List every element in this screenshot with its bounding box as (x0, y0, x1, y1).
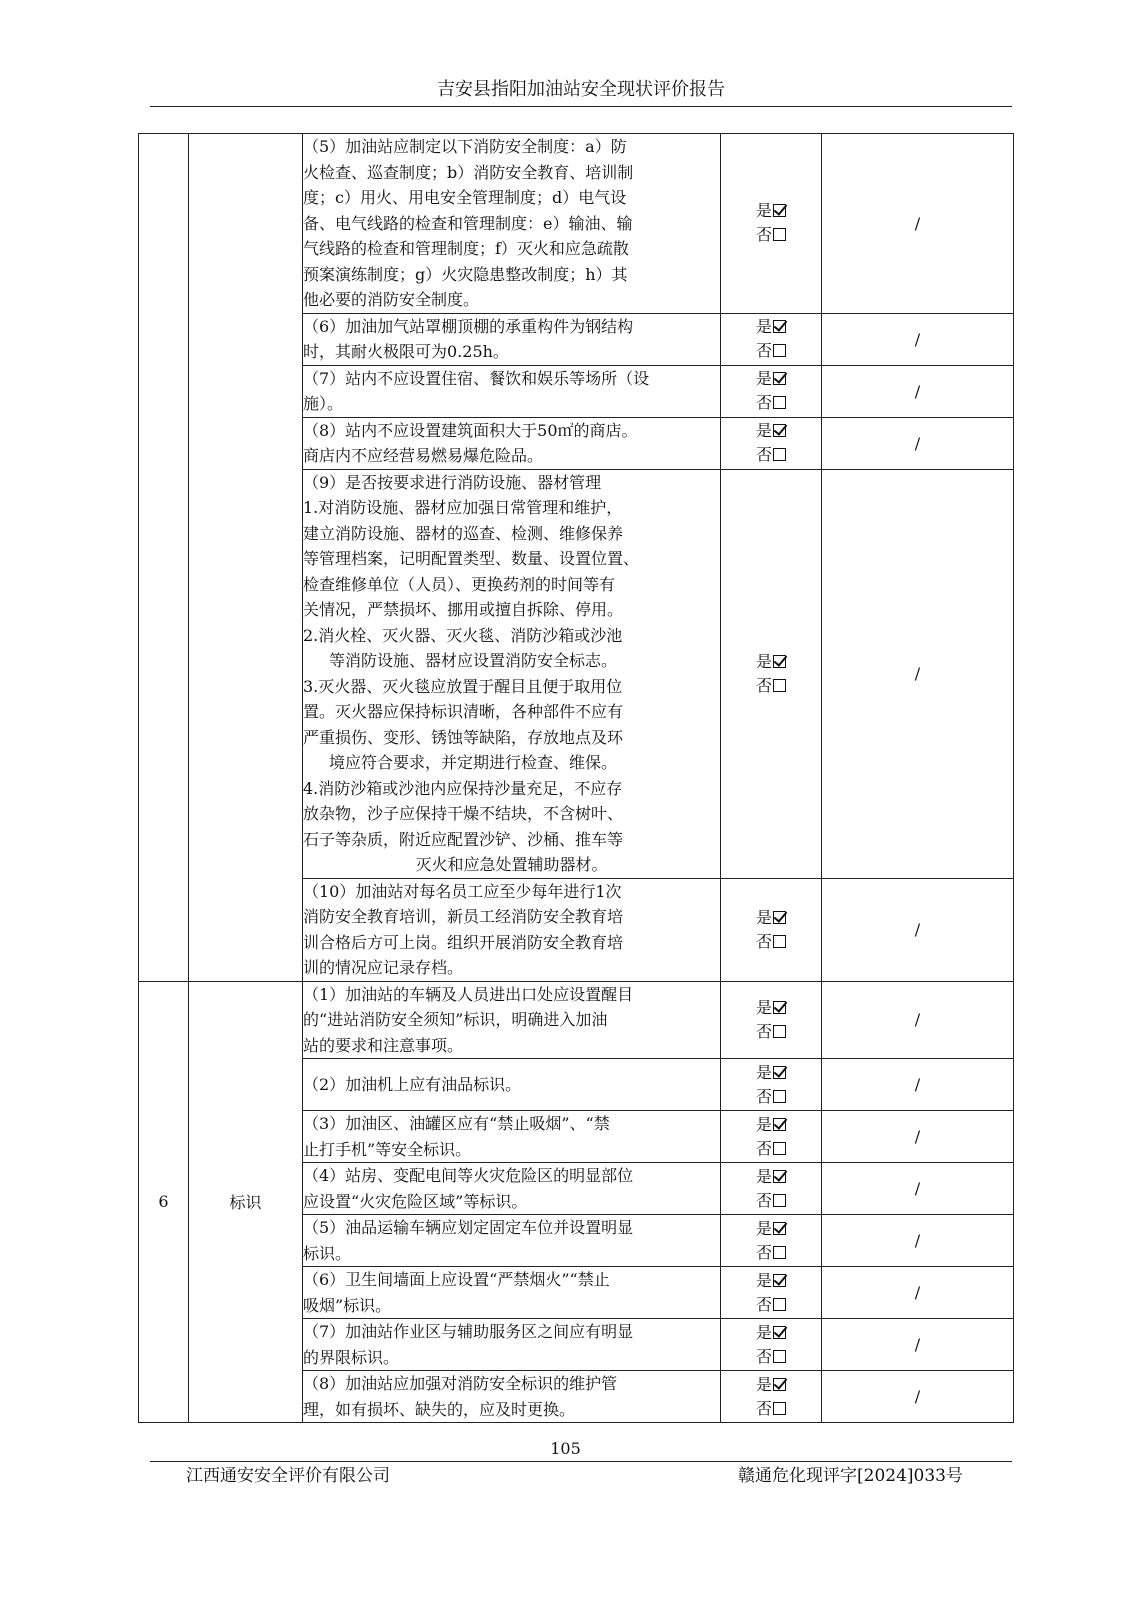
criterion-cell (303, 313, 721, 365)
empty-box-icon (773, 1142, 786, 1155)
criterion-line: （4）站房、变配电间等火灾危险区的明显部位 (303, 1166, 634, 1185)
criterion-line: （9）是否按要求进行消防设施、器材管理 (303, 472, 602, 492)
checked-box-icon (773, 1001, 786, 1014)
check-yes-label: 是 (755, 907, 772, 927)
criterion-line: 灭火和应急处置辅助器材。 (415, 855, 608, 874)
evaluation-table (138, 133, 1014, 1423)
check-yes (721, 1165, 821, 1189)
criterion-line: （10）加油站对每名员工应至少每年进行1次 (303, 881, 622, 901)
criterion-line: 理，如有损坏、缺失的，应及时更换。 (303, 1399, 576, 1419)
criterion-cell (303, 417, 721, 469)
criterion-line: 等管理档案，记明配置类型、数量、设置位置、 (303, 549, 640, 568)
check-yes (721, 650, 821, 674)
criterion-line: （5）加油站应制定以下消防安全制度：a）防 (303, 137, 627, 156)
check-no-label: 否 (755, 1190, 772, 1210)
criterion-line: 训的情况应记录存档。 (303, 958, 464, 977)
check-cell (721, 365, 822, 417)
check-no-label: 否 (755, 1294, 772, 1314)
check-no-label: 否 (755, 1086, 772, 1106)
criterion-line: 1.对消防设施、器材应加强日常管理和维护， (303, 498, 623, 517)
criterion-cell (303, 1371, 721, 1423)
criterion-line: （3）加油区、油罐区应有“禁止吸烟”、“禁 (303, 1114, 610, 1133)
criterion-cell (303, 134, 721, 314)
check-cell (721, 469, 822, 878)
check-yes-label: 是 (755, 1322, 772, 1342)
criterion-line: 4.消防沙箱或沙池内应保持沙量充足，不应存 (303, 778, 623, 798)
check-no-label: 否 (755, 1242, 772, 1262)
check-cell (721, 134, 822, 314)
check-no-label: 否 (755, 445, 772, 464)
check-cell (721, 417, 822, 469)
check-cell (721, 1267, 822, 1319)
check-no (721, 443, 821, 467)
footer-company: 江西通安安全评价有限公司 (186, 1466, 390, 1486)
check-yes (721, 1113, 821, 1137)
empty-box-icon (773, 1246, 786, 1259)
criterion-line: 2.消火栓、灭火器、灭火毯、消防沙箱或沙池 (303, 625, 623, 645)
check-yes-label: 是 (755, 651, 772, 671)
empty-box-icon (773, 679, 786, 692)
check-no-label: 否 (755, 1346, 772, 1366)
checked-box-icon (773, 1066, 786, 1079)
check-no (721, 339, 821, 363)
criterion-line: （7）站内不应设置住宿、餐饮和娱乐等场所（设 (303, 368, 650, 388)
criterion-line: 度；c）用火、用电安全管理制度；d）电气设 (303, 188, 627, 207)
check-yes-label: 是 (755, 1114, 772, 1134)
check-no (721, 391, 821, 415)
check-no-label: 否 (755, 225, 772, 245)
check-cell (721, 1215, 822, 1267)
criterion-line: 应设置“火灾危险区域”等标识。 (303, 1191, 528, 1211)
check-no (721, 1189, 821, 1213)
criterion-line: （8）加油站应加强对消防安全标识的维护管 (303, 1374, 618, 1393)
criterion-line: 火检查、巡查制度；b）消防安全教育、培训制 (303, 162, 634, 182)
check-no (721, 1241, 821, 1265)
check-yes (721, 1217, 821, 1241)
criterion-line: （6）卫生间墙面上应设置“严禁烟火”“禁止 (303, 1270, 610, 1289)
section-category-cell (189, 134, 303, 982)
empty-box-icon (773, 1194, 786, 1207)
empty-box-icon (773, 1402, 786, 1415)
check-no-label: 否 (755, 931, 772, 951)
checked-box-icon (773, 1274, 786, 1287)
check-no (721, 223, 821, 247)
criterion-line: 他必要的消防安全制度。 (303, 290, 480, 309)
check-no (721, 1085, 821, 1109)
check-no (721, 1397, 821, 1421)
criterion-line: 吸烟”标识。 (303, 1295, 392, 1315)
checked-box-icon (773, 1326, 786, 1339)
check-no-label: 否 (755, 341, 772, 360)
criterion-line: （1）加油站的车辆及人员进出口处应设置醒目 (303, 984, 634, 1004)
criterion-line: 石子等杂质，附近应配置沙铲、沙桶、推车等 (303, 829, 624, 849)
criterion-line: 止打手机”等安全标识。 (303, 1139, 472, 1159)
criterion-line: （7）加油站作业区与辅助服务区之间应有明显 (303, 1322, 634, 1341)
note-cell: / (822, 1111, 1014, 1163)
empty-box-icon (773, 1090, 786, 1103)
checked-box-icon (773, 204, 786, 217)
criterion-line: 严重损伤、变形、锈蚀等缺陷，存放地点及环 (303, 727, 624, 747)
criterion-line: 预案演练制度；g）火灾隐患整改制度；h）其 (303, 264, 628, 284)
check-cell (721, 1163, 822, 1215)
criterion-line: （6）加油加气站罩棚顶棚的承重构件为钢结构 (303, 316, 634, 336)
check-cell (721, 313, 822, 365)
criterion-line: 时，其耐火极限可为0.25h。 (303, 342, 509, 361)
criterion-line: 施）。 (303, 394, 344, 413)
check-yes (721, 419, 821, 443)
check-yes-label: 是 (755, 1218, 772, 1238)
check-yes-label: 是 (755, 369, 772, 388)
criterion-line: 站的要求和注意事项。 (303, 1035, 464, 1055)
criterion-line: （2）加油机上应有油品标识。 (303, 1074, 522, 1094)
note-cell: / (822, 1215, 1014, 1267)
check-cell (721, 981, 822, 1059)
criterion-line: 关情况，严禁损坏、挪用或擅自拆除、停用。 (303, 600, 624, 619)
empty-box-icon (773, 1025, 786, 1038)
section-category-cell: 标识 (189, 981, 303, 1423)
check-yes-label: 是 (755, 997, 772, 1017)
criterion-line: 置。灭火器应保持标识清晰，各种部件不应有 (303, 702, 624, 721)
empty-box-icon (773, 228, 786, 241)
header-rule (150, 106, 1012, 107)
checked-box-icon (773, 424, 786, 437)
checked-box-icon (773, 911, 786, 924)
note-cell: / (822, 469, 1014, 878)
check-yes (721, 906, 821, 930)
check-yes-label: 是 (755, 1062, 772, 1082)
criterion-line: 备、电气线路的检查和管理制度：e）输油、输 (303, 213, 633, 233)
note-cell: / (822, 981, 1014, 1059)
criterion-line: 放杂物，沙子应保持干燥不结块，不含树叶、 (303, 804, 624, 823)
checked-box-icon (773, 1222, 786, 1235)
criterion-line: 的“进站消防安全须知”标识，明确进入加油 (303, 1010, 608, 1029)
check-no (721, 674, 821, 698)
section-number-cell: 6 (139, 981, 189, 1423)
check-no (721, 1137, 821, 1161)
empty-box-icon (773, 344, 786, 357)
criterion-line: 等消防设施、器材应设置消防安全标志。 (329, 651, 618, 670)
check-yes (721, 367, 821, 391)
check-cell (721, 1059, 822, 1111)
empty-box-icon (773, 1298, 786, 1311)
check-cell (721, 1371, 822, 1423)
criterion-cell (303, 1215, 721, 1267)
checked-box-icon (773, 320, 786, 333)
criterion-cell (303, 365, 721, 417)
criterion-line: 消防安全教育培训，新员工经消防安全教育培 (303, 907, 624, 926)
check-no-label: 否 (755, 1398, 772, 1418)
check-no (721, 1345, 821, 1369)
checked-box-icon (773, 655, 786, 668)
note-cell: / (822, 878, 1014, 981)
check-no (721, 1020, 821, 1044)
note-cell: / (822, 1267, 1014, 1319)
empty-box-icon (773, 935, 786, 948)
footer-doc-code: 赣通危化现评字[2024]033号 (738, 1466, 963, 1486)
criterion-line: 境应符合要求，并定期进行检查、维保。 (329, 753, 618, 772)
criterion-line: 标识。 (303, 1243, 352, 1263)
check-yes-label: 是 (755, 1374, 772, 1394)
criterion-cell (303, 1319, 721, 1371)
note-cell: / (822, 1319, 1014, 1371)
note-cell: / (822, 1371, 1014, 1423)
footer-rule (150, 1461, 1012, 1462)
criterion-line: （8）站内不应设置建筑面积大于50㎡的商店。 (303, 420, 638, 440)
criterion-cell (303, 1267, 721, 1319)
note-cell: / (822, 417, 1014, 469)
empty-box-icon (773, 1350, 786, 1363)
check-no (721, 930, 821, 954)
check-yes (721, 1269, 821, 1293)
section-number-cell (139, 134, 189, 982)
checked-box-icon (773, 1378, 786, 1391)
criterion-cell (303, 1111, 721, 1163)
criterion-cell (303, 1163, 721, 1215)
criterion-cell (303, 878, 721, 981)
check-yes-label: 是 (755, 421, 772, 440)
check-no (721, 1293, 821, 1317)
checked-box-icon (773, 1170, 786, 1183)
note-cell: / (822, 1059, 1014, 1111)
check-yes-label: 是 (755, 317, 772, 336)
criterion-line: 3.灭火器、灭火毯应放置于醒目且便于取用位 (303, 676, 623, 696)
criterion-line: 的界限标识。 (303, 1347, 400, 1367)
empty-box-icon (773, 396, 786, 409)
check-yes (721, 1373, 821, 1397)
table-row (139, 134, 1014, 314)
check-cell (721, 878, 822, 981)
check-no-label: 否 (755, 675, 772, 695)
report-title: 吉安县指阳加油站安全现状评价报告 (437, 79, 725, 100)
note-cell: / (822, 313, 1014, 365)
check-yes (721, 199, 821, 223)
check-yes-label: 是 (755, 201, 772, 221)
criterion-line: 商店内不应经营易燃易爆危险品。 (303, 446, 544, 465)
check-yes (721, 315, 821, 339)
criterion-line: （5）油品运输车辆应划定固定车位并设置明显 (303, 1218, 634, 1237)
note-cell: / (822, 134, 1014, 314)
check-no-label: 否 (755, 1021, 772, 1041)
check-yes-label: 是 (755, 1166, 772, 1186)
criterion-line: 气线路的检查和管理制度；f）灭火和应急疏散 (303, 239, 629, 258)
checked-box-icon (773, 1118, 786, 1131)
criterion-cell (303, 469, 721, 878)
note-cell: / (822, 1163, 1014, 1215)
check-no-label: 否 (755, 393, 772, 412)
check-yes (721, 996, 821, 1020)
check-no-label: 否 (755, 1138, 772, 1158)
check-cell (721, 1319, 822, 1371)
page-number: 105 (550, 1439, 581, 1458)
check-yes (721, 1321, 821, 1345)
check-yes-label: 是 (755, 1270, 772, 1290)
table-row (139, 981, 1014, 1059)
criterion-cell (303, 981, 721, 1059)
criterion-line: 训合格后方可上岗。组织开展消防安全教育培 (303, 932, 624, 952)
criterion-line: 检查维修单位（人员）、更换药剂的时间等有 (303, 574, 616, 594)
note-cell: / (822, 365, 1014, 417)
criterion-cell (303, 1059, 721, 1111)
checked-box-icon (773, 372, 786, 385)
empty-box-icon (773, 448, 786, 461)
criterion-line: 建立消防设施、器材的巡查、检测、维修保养 (303, 523, 624, 543)
check-yes (721, 1061, 821, 1085)
check-cell (721, 1111, 822, 1163)
